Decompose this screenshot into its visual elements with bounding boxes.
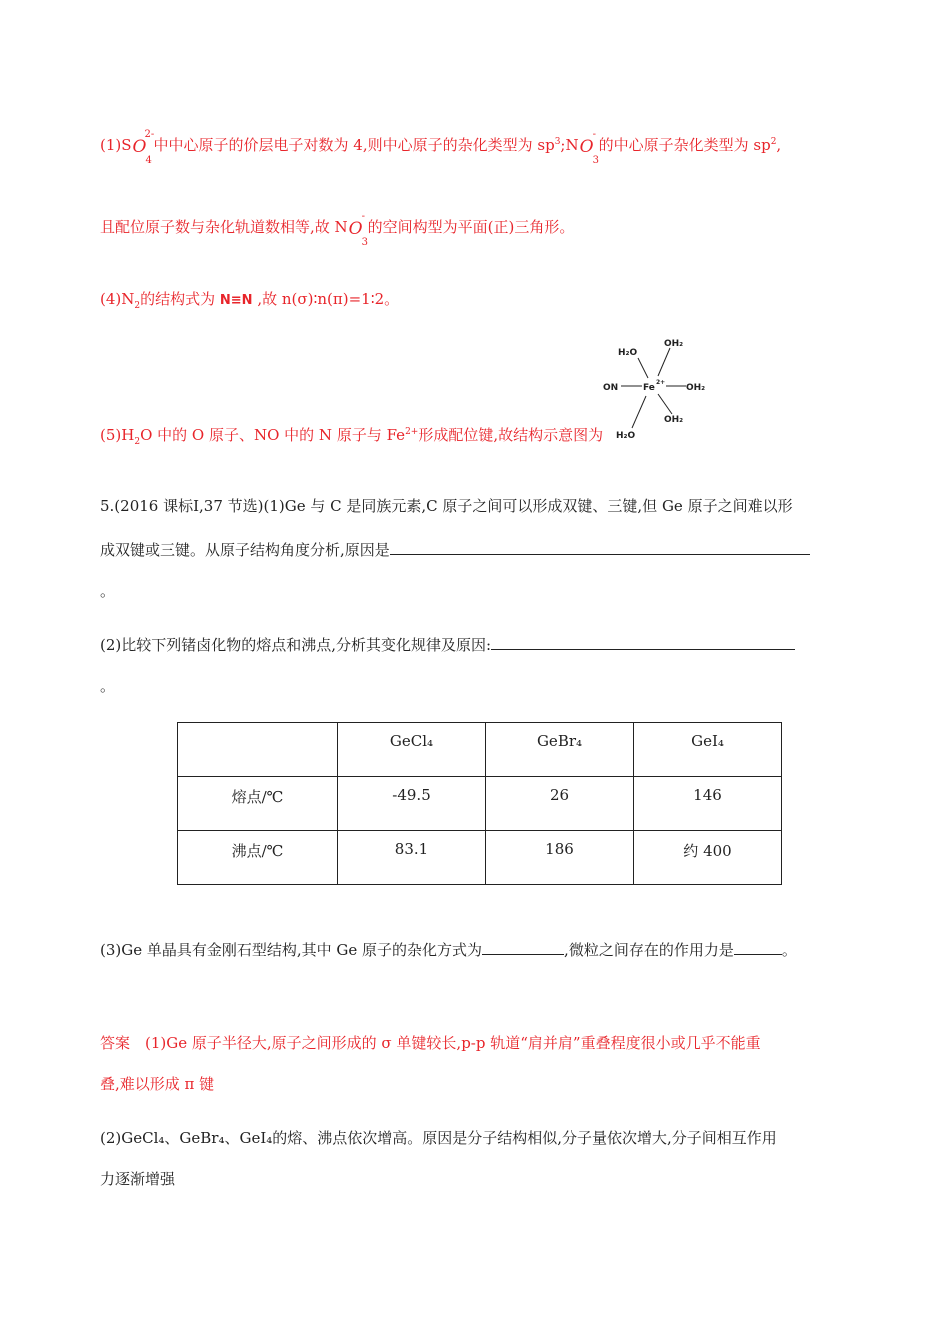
table-header-cell: GeCl₄	[338, 723, 486, 777]
table-row	[178, 777, 782, 831]
answer-prev-line2	[100, 210, 575, 248]
oh2-ligand-label: OH₂	[664, 339, 684, 349]
table-cell: 83.1	[338, 831, 486, 885]
answer-line1: 答案 (1)Ge 原子半径大,原子之间形成的 σ 单键较长,p-p 轨道“肩并肩”重叠程度很小或几乎不能重	[100, 1034, 761, 1052]
question5-line1: 5.(2016 课标Ⅰ,37 节选)(1)Ge 与 C 是同族元素,C 原子之间可以形成双键、三键,但 Ge 原子之间难以形	[100, 497, 793, 515]
no-ligand-label: ON	[603, 383, 619, 393]
oh2-ligand-label: OH₂	[686, 383, 706, 393]
answer-line2: 叠,难以形成 π 键	[100, 1075, 215, 1093]
oh2-ligand-label: OH₂	[664, 415, 684, 425]
text-segment: ;N	[560, 136, 579, 154]
h2o-ligand-label: H₂O	[616, 431, 636, 441]
question5-part2: (2)比较下列锗卤化物的熔点和沸点,分析其变化规律及原因:	[100, 633, 795, 656]
table-header-cell: GeBr₄	[486, 723, 634, 777]
answer-prev-line1: (1)S O 4 2- 中中心原子的价层电子对数为 4,则中心原子的杂化类型为 $sp^3;N$ O 3 - 的中心原子杂化类型为 $sp^2$,	[100, 129, 782, 166]
answer-line3: (2)GeCl₄、GeBr₄、GeI₄的熔、沸点依次增高。原因是分子结构相似,分子量依次增大,分子间相互作用	[100, 1129, 777, 1147]
table-cell: 熔点/℃	[178, 777, 338, 831]
text-segment: 的中心原子杂化类型为 sp	[598, 136, 771, 154]
question5-end2: 。	[100, 677, 116, 695]
question5-part3: (3)Ge 单晶具有金刚石型结构,其中 Ge 原子的杂化方式为 ,微粒之间存在的作用力是 。	[100, 938, 797, 961]
answer-prev-line5: $(5)H_2O$ 中的 O 原子、NO 中的 N 原子与 $Fe^{2+}$形成配位键,故结构示意图为	[100, 426, 604, 447]
answer-blank[interactable]	[482, 938, 564, 955]
h2o-ligand-label: H₂O	[618, 348, 638, 358]
table-cell: 186	[486, 831, 634, 885]
text-segment: (1)S	[100, 136, 132, 154]
table-row	[178, 831, 782, 885]
answer-blank[interactable]	[390, 538, 810, 555]
answer-prev-line4: $(4)N_2$的结构式为 N≡N ,故 n(σ)∶n(π)=1∶2。	[100, 290, 400, 311]
nitrate-ion-formula: O 3 -	[348, 211, 369, 248]
table-header-cell: GeI₄	[634, 723, 782, 777]
table-header-cell	[178, 723, 338, 777]
question5-line2: 成双键或三键。从原子结构角度分析,原因是	[100, 538, 810, 561]
table-cell: 沸点/℃	[178, 831, 338, 885]
fe-charge-label: 2+	[656, 379, 666, 386]
germanium-halides-table	[177, 722, 782, 885]
question5-end1: 。	[100, 582, 116, 600]
answer-line4: 力逐渐增强	[100, 1170, 176, 1188]
table-cell: 146	[634, 777, 782, 831]
answer-blank[interactable]	[734, 938, 782, 955]
n2-structural-formula: N≡N	[219, 293, 253, 308]
text-segment: 且配位原子数与杂化轨道数相等,故 N	[100, 218, 348, 236]
fe-center-label: Fe	[643, 383, 655, 393]
table-cell: 约 400	[634, 831, 782, 885]
fe-complex-diagram	[600, 334, 715, 444]
answer-blank[interactable]	[491, 633, 795, 650]
sulfate-ion-formula: O 4 2-	[132, 129, 155, 166]
nitrate-ion-formula: O 3 -	[579, 129, 599, 166]
text-segment: 的空间构型为平面(正)三角形。	[367, 218, 575, 236]
table-header-row	[178, 723, 782, 777]
text-segment: 中中心原子的价层电子对数为 4,则中心原子的杂化类型为 sp	[153, 136, 555, 154]
table-cell: 26	[486, 777, 634, 831]
table-cell: -49.5	[338, 777, 486, 831]
